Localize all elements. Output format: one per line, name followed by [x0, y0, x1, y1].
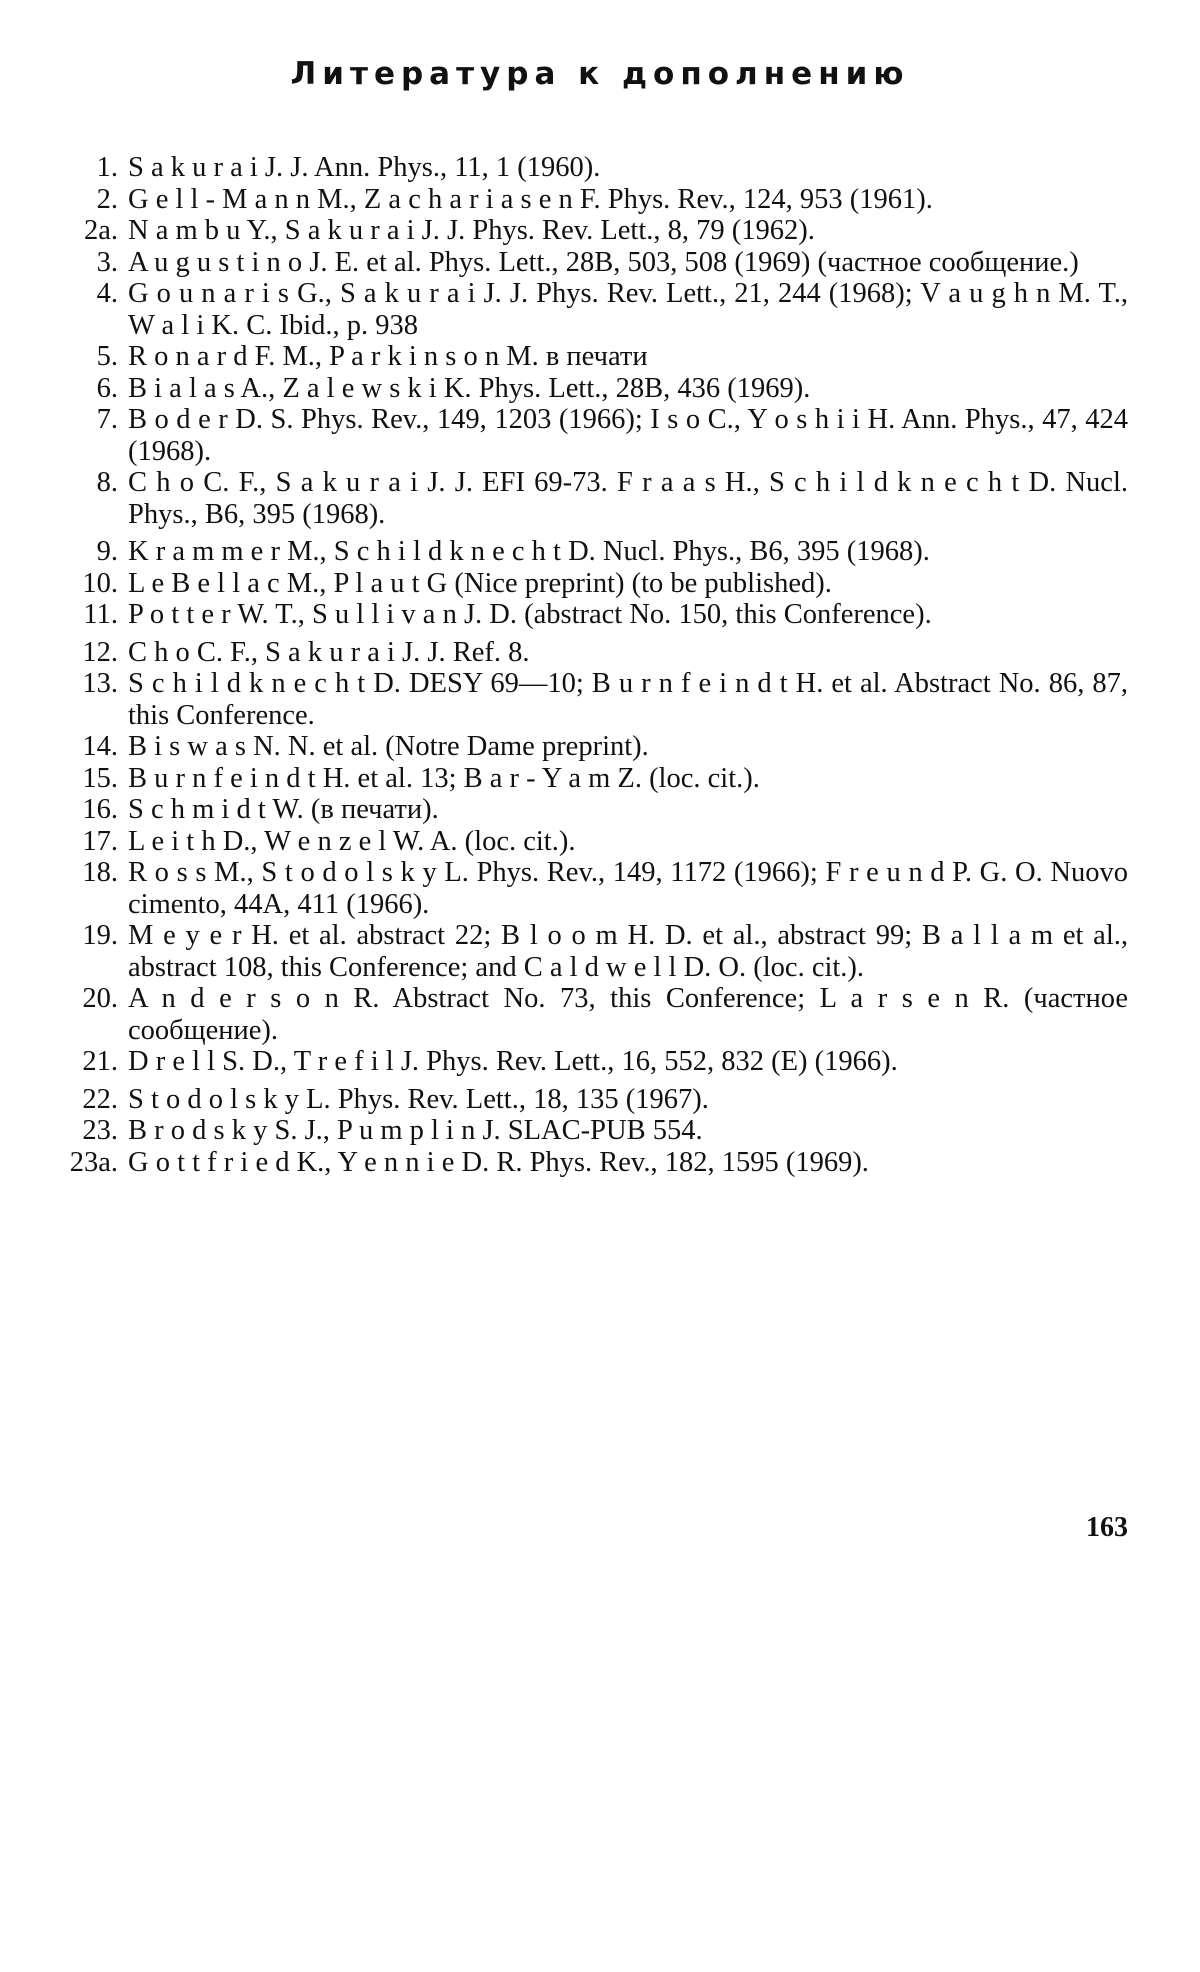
reference-number: 7. — [96, 404, 118, 435]
reference-item — [62, 404, 1128, 467]
reference-number: 23a. — [69, 1146, 118, 1178]
reference-number: 9. — [96, 536, 118, 567]
reference-item — [62, 983, 1128, 1046]
reference-text: B i s w a s N. N. et al. (Notre Dame preprint). — [128, 731, 649, 762]
reference-item — [62, 278, 1128, 341]
reference-text: G o t t f r i e d K., Y e n n i e D. R. Phys. Rev., 182, 1595 (1969). — [128, 1146, 869, 1178]
reference-number: 15. — [82, 762, 118, 794]
reference-item — [62, 568, 1128, 600]
reference-item — [62, 184, 1128, 216]
reference-item — [62, 247, 1128, 279]
reference-text: R o s s M., S t o d o l s k y L. Phys. Rev., 149, 1172 (1966); F r e u n d P. G. O. Nuovo cimento, 44A, 411 (1966). — [128, 857, 1128, 920]
reference-item — [62, 152, 1128, 184]
reference-number: 8. — [96, 467, 118, 498]
reference-text: G e l l - M a n n M., Z a c h a r i a s e n F. Phys. Rev., 124, 953 (1961). — [128, 183, 933, 215]
reference-text: B i a l a s A., Z a l e w s k i K. Phys. Lett., 28B, 436 (1969). — [128, 372, 811, 404]
page-title: Литература к дополнению — [290, 56, 910, 92]
reference-item — [62, 826, 1128, 858]
reference-item — [62, 341, 1128, 373]
reference-text: C h o C. F., S a k u r a i J. J. Ref. 8. — [128, 636, 530, 668]
reference-number: 22. — [82, 1083, 118, 1115]
reference-text: B r o d s k y S. J., P u m p l i n J. SLAC-PUB 554. — [128, 1115, 703, 1146]
reference-number: 11. — [83, 599, 118, 630]
reference-item — [62, 1084, 1128, 1116]
reference-text: S t o d o l s k y L. Phys. Rev. Lett., 18, 135 (1967). — [128, 1083, 709, 1115]
reference-item — [62, 373, 1128, 405]
reference-text: S c h i l d k n e c h t D. DESY 69—10; B u r n f e i n d t H. et al. Abstract No. 86, 87, this Conference. — [128, 668, 1128, 731]
reference-number: 4. — [96, 278, 118, 309]
reference-number: 23. — [82, 1115, 118, 1146]
reference-number: 17. — [82, 825, 118, 857]
reference-text: B o d e r D. S. Phys. Rev., 149, 1203 (1966); I s o C., Y o s h i i H. Ann. Phys., 47, 424 (1968). — [128, 404, 1128, 467]
reference-item — [62, 467, 1128, 530]
reference-number: 12. — [82, 636, 118, 668]
reference-item — [62, 1147, 1128, 1179]
reference-number: 5. — [96, 341, 118, 372]
reference-text: G o u n a r i s G., S a k u r a i J. J. Phys. Rev. Lett., 21, 244 (1968); V a u g h n M. T., W a l i K. C. Ibid., p. 938 — [128, 278, 1128, 341]
reference-item — [62, 668, 1128, 731]
reference-item — [62, 920, 1128, 983]
reference-item — [62, 637, 1128, 669]
reference-text: A n d e r s o n R. Abstract No. 73, this Conference; L a r s e n R. (частное сообщение). — [128, 983, 1128, 1046]
page-number: 163 — [1086, 1512, 1128, 1543]
reference-text: M e y e r H. et al. abstract 22; B l o o m H. D. et al., abstract 99; B a l l a m et al., abstract 108, this Conference; and C a l d w e l l D. O. (loc. cit.). — [128, 920, 1128, 983]
reference-item — [62, 215, 1128, 247]
reference-item — [62, 1046, 1128, 1078]
reference-text: L e B e l l a c M., P l a u t G (Nice preprint) (to be published). — [128, 567, 832, 599]
reference-text: B u r n f e i n d t H. et al. 13; B a r - Y a m Z. (loc. cit.). — [128, 762, 760, 794]
reference-number: 2. — [96, 183, 118, 215]
reference-list — [62, 152, 1128, 1178]
reference-text: S a k u r a i J. J. Ann. Phys., 11, 1 (1960). — [128, 152, 601, 183]
reference-text: R o n a r d F. M., P a r k i n s o n M. в печати — [128, 341, 648, 372]
reference-number: 1. — [96, 152, 118, 183]
reference-text: L e i t h D., W e n z e l W. A. (loc. cit.). — [128, 825, 576, 857]
reference-text: P o t t e r W. T., S u l l i v a n J. D. (abstract No. 150, this Conference). — [128, 599, 932, 630]
reference-item — [62, 857, 1128, 920]
reference-number: 14. — [82, 731, 118, 762]
reference-number: 2a. — [83, 215, 118, 246]
reference-item — [62, 763, 1128, 795]
reference-text: S c h m i d t W. (в печати). — [128, 794, 439, 825]
reference-text: K r a m m e r M., S c h i l d k n e c h t D. Nucl. Phys., B6, 395 (1968). — [128, 536, 930, 567]
reference-number: 3. — [96, 246, 118, 278]
reference-item — [62, 794, 1128, 826]
reference-text: N a m b u Y., S a k u r a i J. J. Phys. Rev. Lett., 8, 79 (1962). — [128, 215, 815, 246]
reference-item — [62, 599, 1128, 631]
reference-number: 21. — [82, 1046, 118, 1077]
reference-item — [62, 536, 1128, 568]
reference-text: A u g u s t i n o J. E. et al. Phys. Lett., 28B, 503, 508 (1969) (частное сообщение.) — [128, 246, 1079, 278]
reference-number: 10. — [82, 567, 118, 599]
reference-number: 19. — [82, 920, 118, 951]
reference-number: 20. — [82, 983, 118, 1014]
reference-number: 16. — [82, 794, 118, 825]
reference-text: C h o C. F., S a k u r a i J. J. EFI 69-73. F r a a s H., S c h i l d k n e c h t D. Nucl. Phys., B6, 395 (1968). — [128, 467, 1128, 530]
reference-item — [62, 731, 1128, 763]
reference-number: 6. — [96, 372, 118, 404]
reference-number: 18. — [82, 857, 118, 888]
reference-item — [62, 1115, 1128, 1147]
reference-number: 13. — [82, 668, 118, 699]
reference-text: D r e l l S. D., T r e f i l J. Phys. Rev. Lett., 16, 552, 832 (E) (1966). — [128, 1046, 898, 1077]
